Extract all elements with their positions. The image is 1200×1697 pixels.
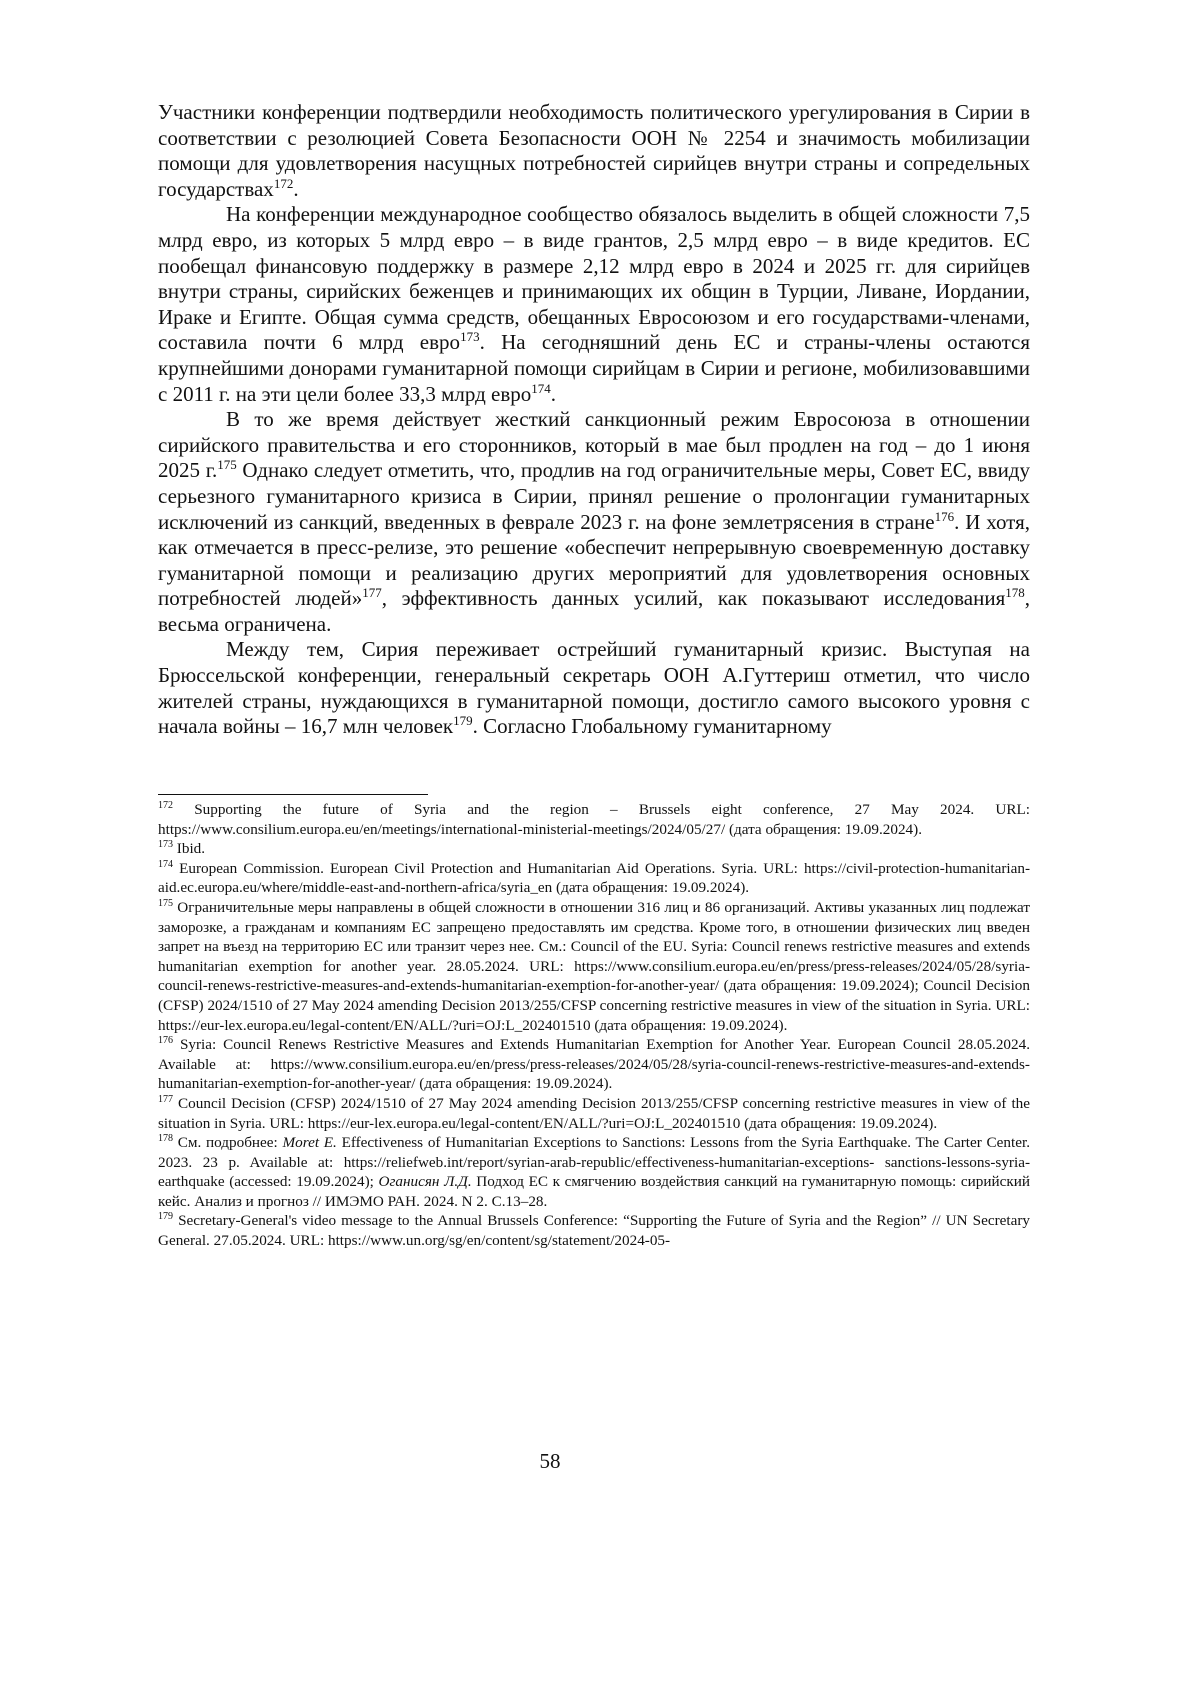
paragraph-text: , весьма ограничена. — [158, 586, 1030, 636]
footnote-number: 177 — [158, 1093, 173, 1105]
footnote-number: 174 — [158, 858, 173, 870]
paragraph-text: . На сегодняшний день ЕС и страны-члены остаются крупнейшими донорами гуманитарной помощи сирийцам в Сирии и регионе, мобилизовавшими с 2011 г. на эти цели более 33,3 млрд евро — [158, 330, 1031, 406]
paragraph-2 — [158, 202, 1030, 407]
paragraph-3 — [158, 407, 1030, 637]
footnote-number: 179 — [158, 1211, 173, 1223]
paragraph-text: В то же время действует жесткий санкционный режим Евросоюза в отношении сирийского правительства и его сторонников, который в мае был продлен на год – до 1 июня 2025 г. — [158, 407, 1030, 483]
paragraph-text: . Согласно Глобальному гуманитарному — [472, 714, 832, 739]
footnote-177 — [158, 1094, 1030, 1133]
footnote-text: Council Decision (CFSP) 2024/1510 of 27 May 2024 amending Decision 2013/255/CFSP concerning restrictive measures in view of the situation in Syria. URL: https://eur-lex.europa.eu/legal-content/EN/ALL/?uri=OJ:L_202401510 (дата обращения: 19.09.2024). — [158, 1094, 1030, 1132]
footnote-176 — [158, 1035, 1030, 1094]
footnote-number: 175 — [158, 897, 173, 909]
paragraph-text: . — [293, 176, 299, 201]
footnote-author: Оганисян Л.Д. — [378, 1173, 472, 1191]
footnote-number: 178 — [158, 1133, 173, 1145]
footnotes — [158, 800, 1030, 1251]
footnote-ref-177[interactable]: 177 — [362, 585, 382, 601]
paragraph-text: . И хотя, как отмечается в пресс-релизе, это решение «обеспечит непрерывную своевременную доставку гуманитарной помощи и реализацию других мероприятий для удовлетворения основных потребностей людей» — [158, 509, 1030, 611]
footnote-178 — [158, 1133, 1030, 1211]
footnote-text: Syria: Council Renews Restrictive Measures and Extends Humanitarian Exemption for Another Year. European Council 28.05.2024. Available at: https://www.consilium.europa.eu/en/press/press-releases/2024/05/28/syria-council-renews-restrictive-measures-and-extends-humanitarian-exemption-for-another-year/ (дата обращения: 19.09.2024). — [158, 1036, 1031, 1093]
footnote-174 — [158, 859, 1030, 898]
footnote-number: 172 — [158, 799, 173, 811]
footnote-ref-175[interactable]: 175 — [217, 457, 237, 473]
footnote-ref-176[interactable]: 176 — [934, 508, 955, 524]
footnote-author: Moret E. — [282, 1134, 337, 1152]
footnote-ref-174[interactable]: 174 — [531, 380, 551, 396]
page-number: 58 — [539, 1449, 561, 1473]
paragraph-text: , эффективность данных усилий, как показывают исследования — [381, 586, 1006, 611]
paragraph-text: Участники конференции подтвердили необходимость политического урегулирования в Сирии в соответствии с резолюцией Совета Безопасности ООН № 2254 и значимость мобилизации помощи для удовлетворения насущных потребностей сирийцев внутри страны и сопредельных государствах — [158, 100, 1030, 201]
footnote-number: 173 — [158, 839, 173, 851]
footnote-text: European Commission. European Civil Protection and Humanitarian Aid Operations. Syria. URL: https://civil-protection-humanitarian-aid.ec.europa.eu/where/middle-east-and-northern-africa/syria_en (дата обращения: 19.09.2024). — [158, 859, 1031, 897]
paragraph-text: Между тем, Сирия переживает острейший гуманитарный кризис. Выступая на Брюссельской конференции, генеральный секретарь ООН А.Гуттериш отметил, что число жителей страны, нуждающихся в гуманитарной помощи, достигло самого высокого уровня с начала войны – 16,7 млн человек — [158, 637, 1030, 739]
footnote-text: См. подробнее: — [177, 1134, 283, 1152]
footnote-text: Supporting the future of Syria and the region – Brussels eight conference, 27 May 2024. URL: https://www.consilium.europa.eu/en/meetings/international-ministerial-meetings/2024/05/27/ (дата обращения: 19.09.2024). — [158, 801, 1030, 838]
footnote-number: 176 — [158, 1035, 173, 1047]
paragraph-text: На конференции международное сообщество обязалось выделить в общей сложности 7,5 млрд евро, из которых 5 млрд евро – в виде грантов, 2,5 млрд евро – в виде кредитов. ЕС пообещал финансовую поддержку в размере 2,12 млрд евро в 2024 и 2025 гг. для сирийцев внутри страны, сирийских беженцев и принимающих их общин в Турции, Ливане, Иордании, Ираке и Египте. Общая сумма средств, обещанных Евросоюзом и его государствами-членами, составила почти 6 млрд евро — [158, 202, 1030, 355]
footnote-separator — [158, 794, 428, 795]
paragraph-text: . — [550, 381, 556, 406]
footnote-text: Secretary-General's video message to the Annual Brussels Conference: “Supporting the Future of Syria and the Region” // UN Secretary General. 27.05.2024. URL: https://www.un.org/sg/en/content/sg/statement/2024-05- — [158, 1212, 1031, 1250]
footnote-173 — [158, 839, 1030, 859]
paragraph-1 — [158, 100, 1030, 202]
footnote-ref-172[interactable]: 172 — [273, 175, 294, 191]
footnote-179 — [158, 1211, 1030, 1250]
main-text — [158, 100, 1030, 740]
paragraph-text: Однако следует отметить, что, продлив на год ограничительные меры, Совет ЕС, ввиду серьезного гуманитарного кризиса в Сирии, принял решение о пролонгации гуманитарных исключений из санкций, введенных в феврале 2023 г. на фоне землетрясения в стране — [158, 458, 1030, 534]
footnote-text: Effectiveness of Humanitarian Exceptions to Sanctions: Lessons from the Syria Earthquake. The Carter Center. 2023. 23 p. Available at: https://reliefweb.int/report/syrian-arab-republic/effectiveness-humanitarian-exceptions- sanctions-lessons-syria-earthquake (accessed: 19.09.2024); — [158, 1134, 1030, 1191]
footnote-text: Ibid. — [176, 840, 206, 858]
footnote-172 — [158, 800, 1030, 839]
footnote-text: Подход ЕС к смягчению воздействия санкций на гуманитарную помощь: сирийский кейс. Анализ и прогноз // ИМЭМО РАН. 2024. N 2. С.13–28. — [158, 1173, 1030, 1210]
footnote-175 — [158, 898, 1030, 1035]
footnote-ref-179[interactable]: 179 — [453, 713, 473, 729]
footnote-ref-178[interactable]: 178 — [1005, 585, 1025, 601]
footnote-text: Ограничительные меры направлены в общей сложности в отношении 316 лиц и 86 организаций. Активы указанных лиц подлежат заморозке, а гражданам и компаниям ЕС запрещено предоставлять им средства. Кроме того, в отношении физических лиц введен запрет на въезд на территорию ЕС или транзит через нее. См.: Council of the EU. Syria: Council renews restrictive measures and extends humanitarian exemption for another year. 28.05.2024. URL: https://www.consilium.europa.eu/en/press/press-releases/2024/05/28/syria-council-renews-restrictive-measures-and-extends-humanitarian-exemption-for-another-year/ (дата обращения: 19.09.2024); Council Decision (CFSP) 2024/1510 of 27 May 2024 amending Decision 2013/255/CFSP concerning restrictive measures in view of the situation in Syria. URL: https://eur-lex.europa.eu/legal-content/EN/ALL/?uri=OJ:L_202401510 (дата обращения: 19.09.2024). — [158, 898, 1030, 1034]
footnote-ref-173[interactable]: 173 — [460, 329, 480, 345]
paragraph-4 — [158, 637, 1030, 739]
